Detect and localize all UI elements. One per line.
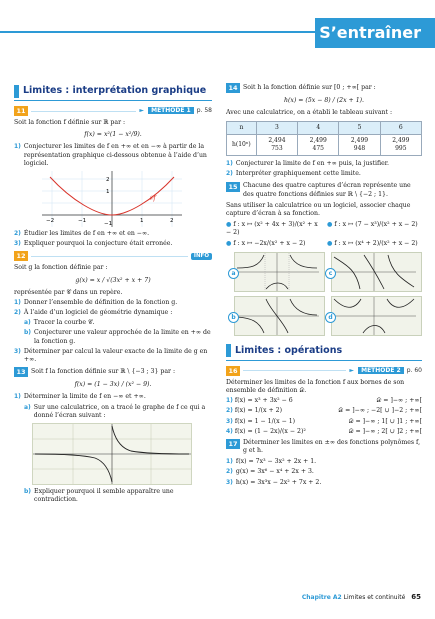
table-cell: 4 xyxy=(298,122,339,135)
capture-graph xyxy=(235,253,319,291)
list-item xyxy=(226,407,422,415)
chapter-title: Limites et continuité xyxy=(343,593,406,601)
formula: f(x) = x²(1 − x²/9). xyxy=(84,131,142,139)
left-column xyxy=(14,84,212,506)
question-number: 3) xyxy=(14,240,21,248)
question xyxy=(14,240,212,248)
question-text: Conjecturer une valeur approchée de la limite en +∞ de la fonction g. xyxy=(34,329,211,345)
tick-label-y: 1 xyxy=(106,188,110,195)
question-number: 2) xyxy=(14,229,21,237)
function-item xyxy=(327,221,422,237)
header-rule xyxy=(31,111,136,112)
exercise-intro: Soit h la fonction définie sur [0 ; +∞[ par : xyxy=(243,83,376,91)
exercise-intro: Soit g la fonction définie par : xyxy=(14,264,108,272)
sub-question-letter: b) xyxy=(24,329,32,337)
exercise-number: 14 xyxy=(226,83,240,93)
question-text: Déterminer la limite de f en −∞ et +∞. xyxy=(23,393,146,401)
function-item xyxy=(226,240,321,248)
question-number: 1) xyxy=(14,143,21,151)
exercise-intro: Soit f la fonction définie sur ℝ \ {−3 ; 3} par : xyxy=(31,368,176,376)
method-link[interactable]: ► MÉTHODE 1 xyxy=(139,107,193,115)
question-number: 1) xyxy=(14,393,21,401)
question-number: 2) xyxy=(226,170,233,178)
exercise-17 xyxy=(226,439,422,487)
sub-question xyxy=(24,329,212,345)
table-cell: n xyxy=(227,122,257,135)
exercise-number: 13 xyxy=(14,367,28,377)
tick-label-x: −2 xyxy=(46,217,55,224)
tick-label-x: 2 xyxy=(170,217,174,224)
question-number: 2) xyxy=(226,468,233,476)
question-text: Déterminer par calcul la valeur exacte de la limite de g en +∞. xyxy=(23,347,208,363)
question-text: Sur une calculatrice, on a tracé le graphe de f ce qui a donné l’écran suivant : xyxy=(33,403,206,419)
function-list xyxy=(226,221,422,248)
question-number: 2) xyxy=(14,309,21,317)
section-title: Limites : opérations xyxy=(235,344,343,356)
page-footer xyxy=(302,593,421,602)
table-cell: 2,499 475 xyxy=(298,135,339,156)
table-row xyxy=(227,135,422,156)
question-number: 3) xyxy=(226,478,233,486)
domain-text: 𝒟 = ]−∞ ; 2[ ∪ ]2 ; +∞[ xyxy=(348,427,422,435)
table-cell: 2,494 753 xyxy=(256,135,297,156)
exercise-11 xyxy=(14,106,212,248)
header-rule xyxy=(31,256,188,257)
sub-question-letter: a) xyxy=(24,319,31,327)
exercise-header xyxy=(226,83,422,93)
capture-graph xyxy=(332,297,416,335)
question-number: 3) xyxy=(14,347,21,355)
method-link[interactable]: ► MÉTHODE 2 xyxy=(349,367,403,375)
question xyxy=(14,299,212,307)
section-header-operations xyxy=(226,344,422,358)
capture-label: d xyxy=(325,312,336,323)
exercise-14 xyxy=(226,83,422,178)
bullet-icon: ● xyxy=(327,221,335,229)
function-text: f : x ↦ (7 − x³)/(x² + x − 2) xyxy=(334,221,418,229)
sub-question xyxy=(24,319,212,327)
exercise-header xyxy=(14,106,212,116)
page-number: 65 xyxy=(411,592,421,601)
exercise-16 xyxy=(226,366,422,436)
question-text: Interpréter graphiquement cette limite. xyxy=(235,170,361,178)
tick-label-x: −1 xyxy=(78,217,87,224)
formula: g(x) = x / √(3x² + x + 7) xyxy=(75,276,151,284)
function-item xyxy=(327,240,422,248)
function-text: f(x) = 7x³ − 3x² + 2x + 1. xyxy=(235,458,317,466)
exercise-header xyxy=(14,251,212,261)
section-bar xyxy=(14,85,19,98)
capture-c xyxy=(328,252,422,292)
domain-text: 𝒟 = ]−∞ ; +∞[ xyxy=(376,397,422,405)
method-label: MÉTHODE 1 xyxy=(148,107,194,114)
page-banner xyxy=(0,18,435,48)
question xyxy=(14,230,212,238)
function-text: f(x) = (1 − 2x)/(x − 2)² xyxy=(234,427,306,435)
capture-b xyxy=(231,296,325,336)
page-ref: p. 60 xyxy=(406,366,422,374)
section-header-graphique xyxy=(14,84,212,98)
table-cell: 5 xyxy=(339,122,380,135)
question-text: Expliquer pourquoi il semble apparaître une contradiction. xyxy=(34,487,174,504)
question-text: Étudier les limites de f en +∞ et en −∞. xyxy=(23,229,150,237)
exercise-header xyxy=(226,182,422,198)
exercise-intro: Déterminer les limites de la fonction f aux bornes de son ensemble de définition 𝒟. xyxy=(226,378,405,394)
exercise-text: représentée par 𝒞 dans un repère. xyxy=(14,288,123,296)
formula: f(x) = (1 − 3x) / (x² − 9). xyxy=(74,381,152,389)
function-text: h(x) = 3x³x − 2x² + 7x + 2. xyxy=(235,478,322,486)
capture-d xyxy=(328,296,422,336)
domain-text: 𝒟 = ]−∞ ; −2[ ∪ ]−2 ; +∞[ xyxy=(338,407,422,415)
calculator-graph xyxy=(33,424,191,484)
sub-question xyxy=(24,404,212,420)
exercise-13 xyxy=(14,367,212,504)
section-bar xyxy=(226,344,231,357)
exercise-15 xyxy=(226,182,422,335)
question xyxy=(14,309,212,317)
sub-question-letter: a) xyxy=(24,403,31,411)
domain-text: 𝒟 = ]−∞ ; 1[ ∪ ]1 ; +∞[ xyxy=(348,417,422,425)
table-header-row xyxy=(227,122,422,135)
bullet-icon: ● xyxy=(226,221,234,229)
list-item xyxy=(226,428,422,436)
exercise-text: Sans utiliser la calculatrice ou un logiciel, associer chaque capture d’écran à sa fonction. xyxy=(226,201,411,218)
exercise-number: 17 xyxy=(226,439,240,449)
exercise-intro: Déterminer les limites en ±∞ des fonctions polynômes f, g et h. xyxy=(243,438,421,455)
tick-label-y: −1 xyxy=(104,220,113,227)
question-number: 1) xyxy=(226,160,233,168)
capture-label: c xyxy=(325,268,336,279)
question xyxy=(226,170,422,178)
chapter-label: Chapitre A2 xyxy=(301,593,342,601)
list-item xyxy=(226,479,422,487)
question-text: Conjecturer la limite de f en +∞ puis, la justifier. xyxy=(235,160,389,168)
question-number: 1) xyxy=(226,458,233,466)
function-text: f : x ↦ −2x/(x² + x − 2) xyxy=(233,239,306,247)
table-cell: 2,499 948 xyxy=(339,135,380,156)
exercise-text: Avec une calculatrice, on a établi le tableau suivant : xyxy=(226,109,393,117)
exercise-number: 12 xyxy=(14,251,28,261)
question xyxy=(14,393,212,401)
list-item xyxy=(226,468,422,476)
page-title: S’entraîner xyxy=(319,23,421,42)
question-text: Tracer la courbe 𝒞. xyxy=(33,319,95,327)
table-cell: 3 xyxy=(256,122,297,135)
list-item xyxy=(226,458,422,466)
header-rule xyxy=(243,370,346,371)
capture-graph xyxy=(332,253,416,291)
exercise-number: 11 xyxy=(14,106,28,116)
exercise-header xyxy=(226,439,422,455)
curve-label: 𝒞f xyxy=(149,194,156,202)
exercise-header xyxy=(14,367,212,377)
question xyxy=(14,143,212,168)
list-item xyxy=(226,397,422,405)
calculator-screen xyxy=(32,423,192,485)
question-text: Conjecturer les limites de f en +∞ et en −∞ à partir de la représentation graphique ci-dessous obtenue à l’aide d’un logiciel. xyxy=(23,143,207,167)
function-text: f(x) = 1 − 1/(x − 1) xyxy=(234,417,296,425)
question-number: 2) xyxy=(226,407,233,415)
exercise-number: 15 xyxy=(226,182,240,192)
function-graph xyxy=(42,171,182,227)
function-item xyxy=(226,221,321,237)
exercise-header xyxy=(226,366,422,376)
capture-graph xyxy=(235,297,319,335)
question xyxy=(226,160,422,168)
section-title: Limites : interprétation graphique xyxy=(23,84,207,96)
question-number: 4) xyxy=(226,427,233,435)
capture-a xyxy=(231,252,325,292)
sub-question-letter: b) xyxy=(24,487,32,495)
exercise-number: 16 xyxy=(226,366,240,376)
formula: h(x) = (5x − 8) / (2x + 1). xyxy=(283,97,365,104)
exercise-intro: Soit la fonction f définie sur ℝ par : xyxy=(14,119,126,126)
function-text: f(x) = x³ + 3x² − 6 xyxy=(234,397,293,405)
table-cell: 2,499 995 xyxy=(380,135,421,156)
tick-label-y: 2 xyxy=(106,176,110,183)
capture-label: b xyxy=(228,312,239,323)
info-badge: INFO xyxy=(191,253,212,260)
capture-grid xyxy=(231,252,422,336)
question-number: 3) xyxy=(226,417,233,425)
function-text: g(x) = 3x⁶ − x⁴ + 2x + 3. xyxy=(235,468,314,476)
question-number: 1) xyxy=(226,397,233,405)
page-ref: p. 58 xyxy=(196,107,212,115)
exercise-intro: Chacune des quatre captures d’écran représente une des quatre fonctions définies sur ℝ \ {−2 ; 1}. xyxy=(243,182,411,198)
method-label: MÉTHODE 2 xyxy=(358,367,404,374)
exercise-12 xyxy=(14,251,212,364)
list-item xyxy=(226,418,422,426)
function-text: f : x ↦ (x⁴ + 2)/(x² + x − 2) xyxy=(334,239,418,247)
table-cell: 6 xyxy=(380,122,421,135)
graph-screenshot xyxy=(42,171,182,227)
question-text: Donner l’ensemble de définition de la fonction g. xyxy=(23,298,178,306)
tick-label-x: 1 xyxy=(140,217,144,224)
bullet-icon: ● xyxy=(327,239,335,247)
values-table xyxy=(226,121,422,156)
question-text: À l’aide d’un logiciel de géométrie dynamique : xyxy=(23,309,173,317)
function-text: f : x ↦ (x² + 4x + 3)/(x² + x − 2) xyxy=(226,221,318,237)
question-text: Expliquer pourquoi la conjecture était erronée. xyxy=(23,240,173,248)
question xyxy=(14,348,212,364)
right-column xyxy=(226,80,422,489)
table-cell: h(10ⁿ) xyxy=(227,135,257,156)
limits-list xyxy=(226,397,422,436)
sub-question xyxy=(24,488,212,504)
capture-label: a xyxy=(228,268,239,279)
function-text: f(x) = 1/(x + 2) xyxy=(234,407,283,415)
bullet-icon: ● xyxy=(226,239,234,247)
question-number: 1) xyxy=(14,298,21,306)
